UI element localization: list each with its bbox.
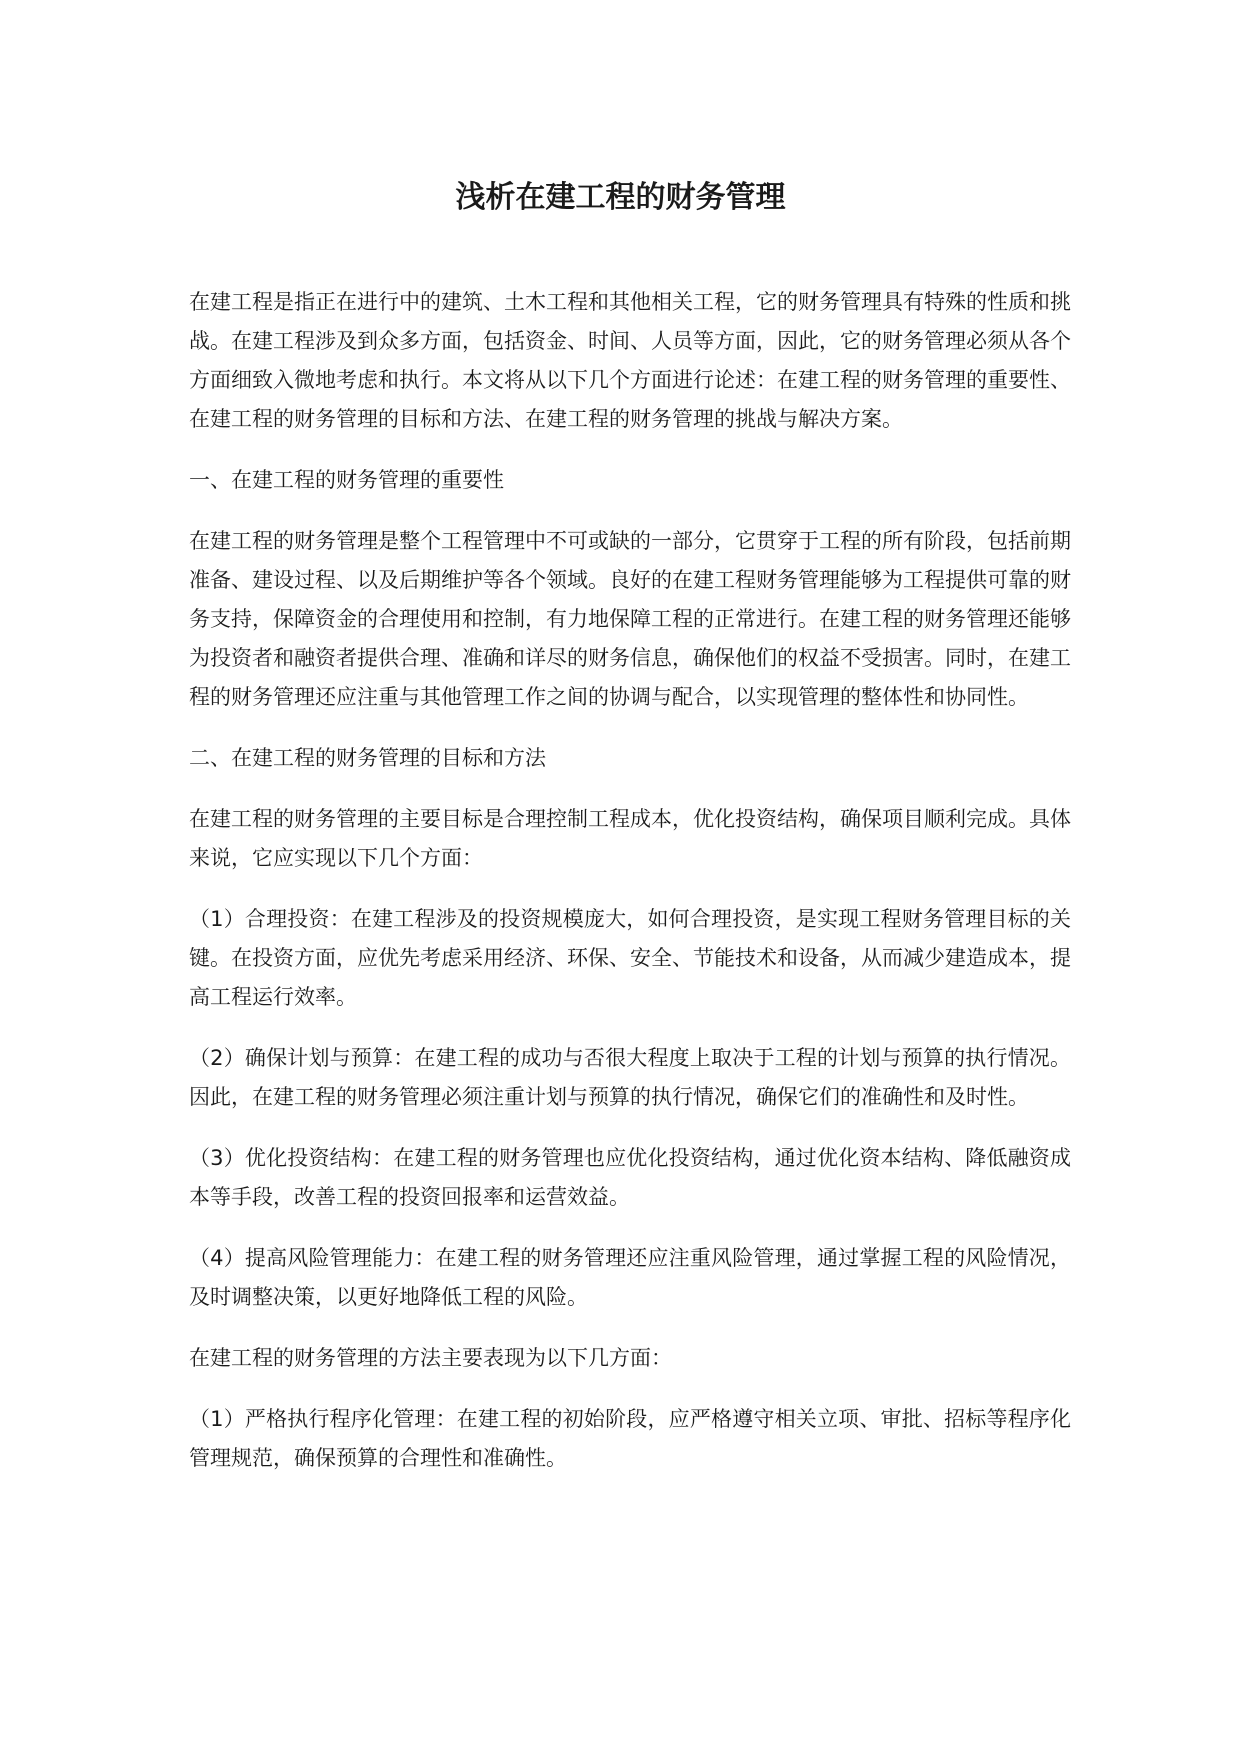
methods-intro-paragraph: 在建工程的财务管理的方法主要表现为以下几方面： (189, 1346, 672, 1370)
intro-paragraph: 在建工程是指正在进行中的建筑、土木工程和其他相关工程，它的财务管理具有特殊的性质和挑战。在建工程涉及到众多方面，包括资金、时间、人员等方面，因此，它的财务管理必须从各个方面细致入微地考虑和执行。本文将从以下几个方面进行论述：在建工程的财务管理的重要性、在建工程的财务管理的目标和方法、在建工程的财务管理的挑战与解决方案。 (189, 290, 1071, 431)
goal-item-2: （2）确保计划与预算：在建工程的成功与否很大程度上取决于工程的计划与预算的执行情况。因此，在建工程的财务管理必须注重计划与预算的执行情况，确保它们的准确性和及时性。 (189, 1046, 1071, 1109)
importance-paragraph: 在建工程的财务管理是整个工程管理中不可或缺的一部分，它贯穿于工程的所有阶段，包括前期准备、建设过程、以及后期维护等各个领域。良好的在建工程财务管理能够为工程提供可靠的财务支持，保障资金的合理使用和控制，有力地保障工程的正常进行。在建工程的财务管理还能够为投资者和融资者提供合理、准确和详尽的财务信息，确保他们的权益不受损害。同时，在建工程的财务管理还应注重与其他管理工作之间的协调与配合，以实现管理的整体性和协同性。 (189, 529, 1071, 709)
document-body (189, 283, 1071, 1500)
goal-item-1: （1）合理投资：在建工程涉及的投资规模庞大，如何合理投资，是实现工程财务管理目标的关键。在投资方面，应优先考虑采用经济、环保、安全、节能技术和设备，从而减少建造成本，提高工程运行效率。 (189, 907, 1071, 1009)
method-item-1: （1）严格执行程序化管理：在建工程的初始阶段，应严格遵守相关立项、审批、招标等程序化管理规范，确保预算的合理性和准确性。 (189, 1407, 1071, 1470)
goal-item-4: （4）提高风险管理能力：在建工程的财务管理还应注重风险管理，通过掌握工程的风险情况，及时调整决策，以更好地降低工程的风险。 (189, 1246, 1071, 1309)
goals-intro-paragraph: 在建工程的财务管理的主要目标是合理控制工程成本，优化投资结构，确保项目顺利完成。具体来说，它应实现以下几个方面： (189, 807, 1071, 870)
section-heading-goals-methods: 二、在建工程的财务管理的目标和方法 (189, 746, 546, 770)
document-title: 浅析在建工程的财务管理 (455, 180, 786, 215)
section-heading-importance: 一、在建工程的财务管理的重要性 (189, 468, 504, 492)
goal-item-3: （3）优化投资结构：在建工程的财务管理也应优化投资结构，通过优化资本结构、降低融资成本等手段，改善工程的投资回报率和运营效益。 (189, 1146, 1071, 1209)
